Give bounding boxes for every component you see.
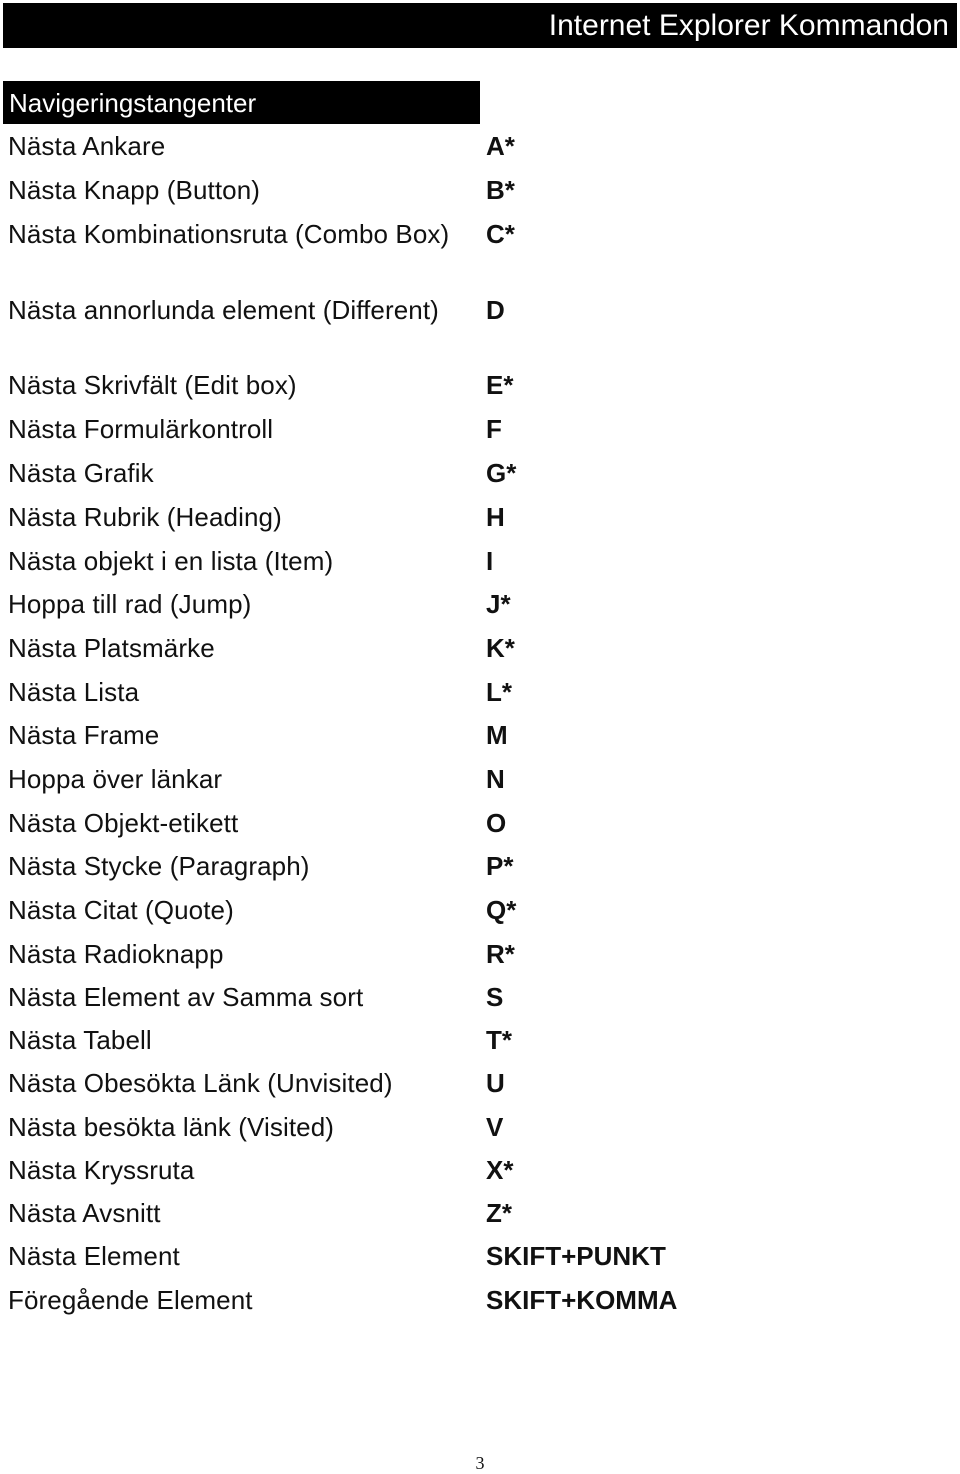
shortcut-key: F <box>486 414 502 444</box>
command-label: Nästa Avsnitt <box>8 1198 161 1228</box>
page-number: 3 <box>475 1453 485 1473</box>
command-label: Nästa Kryssruta <box>8 1155 195 1185</box>
shortcut-key: D <box>486 295 505 325</box>
command-label: Nästa Citat (Quote) <box>8 895 234 925</box>
shortcut-key: E* <box>486 370 514 400</box>
command-label: Nästa Frame <box>8 720 160 750</box>
command-label: Nästa Element av Samma sort <box>8 982 364 1012</box>
shortcut-key: J* <box>486 589 511 619</box>
command-label: Nästa Formulärkontroll <box>8 414 274 444</box>
shortcut-key: SKIFT+PUNKT <box>486 1241 666 1271</box>
command-label: Nästa Obesökta Länk (Unvisited) <box>8 1068 393 1098</box>
command-label: Föregående Element <box>8 1285 253 1315</box>
shortcut-key: Z* <box>486 1198 512 1228</box>
shortcut-key: P* <box>486 851 514 881</box>
shortcut-key: S <box>486 982 504 1012</box>
shortcut-key: Q* <box>486 895 517 925</box>
shortcut-key: G* <box>486 458 517 488</box>
shortcut-key: C* <box>486 219 515 249</box>
command-label: Hoppa till rad (Jump) <box>8 589 252 619</box>
command-label: Nästa Kombinationsruta (Combo Box) <box>8 219 450 249</box>
shortcut-key: I <box>486 546 494 576</box>
shortcut-key: M <box>486 720 508 750</box>
shortcut-key: L* <box>486 677 512 707</box>
command-label: Hoppa över länkar <box>8 764 223 794</box>
command-label: Nästa annorlunda element (Different) <box>8 295 439 325</box>
shortcut-key: B* <box>486 175 515 205</box>
command-label: Nästa Tabell <box>8 1025 152 1055</box>
shortcut-key: H <box>486 502 505 532</box>
shortcut-key: K* <box>486 633 515 663</box>
shortcut-key: U <box>486 1068 505 1098</box>
command-label: Nästa besökta länk (Visited) <box>8 1112 335 1142</box>
command-label: Nästa objekt i en lista (Item) <box>8 546 334 576</box>
shortcut-key: O <box>486 808 507 838</box>
command-label: Nästa Objekt-etikett <box>8 808 239 838</box>
page-title: Internet Explorer Kommandon <box>548 9 949 42</box>
shortcut-key: X* <box>486 1155 514 1185</box>
section-title: Navigeringstangenter <box>9 88 257 118</box>
command-label: Nästa Ankare <box>8 131 166 161</box>
command-label: Nästa Grafik <box>8 458 154 488</box>
command-label: Nästa Stycke (Paragraph) <box>8 851 310 881</box>
command-label: Nästa Element <box>8 1241 180 1271</box>
command-label: Nästa Platsmärke <box>8 633 215 663</box>
command-label: Nästa Skrivfält (Edit box) <box>8 370 297 400</box>
command-label: Nästa Lista <box>8 677 140 707</box>
shortcut-key: T* <box>486 1025 512 1055</box>
command-label: Nästa Knapp (Button) <box>8 175 261 205</box>
shortcut-key: R* <box>486 939 515 969</box>
shortcut-key: V <box>486 1112 504 1142</box>
shortcut-key: SKIFT+KOMMA <box>486 1285 678 1315</box>
shortcut-key: N <box>486 764 505 794</box>
command-label: Nästa Radioknapp <box>8 939 224 969</box>
header-bar <box>3 3 957 48</box>
section-header <box>3 81 480 124</box>
shortcut-key: A* <box>486 131 515 161</box>
command-label: Nästa Rubrik (Heading) <box>8 502 282 532</box>
